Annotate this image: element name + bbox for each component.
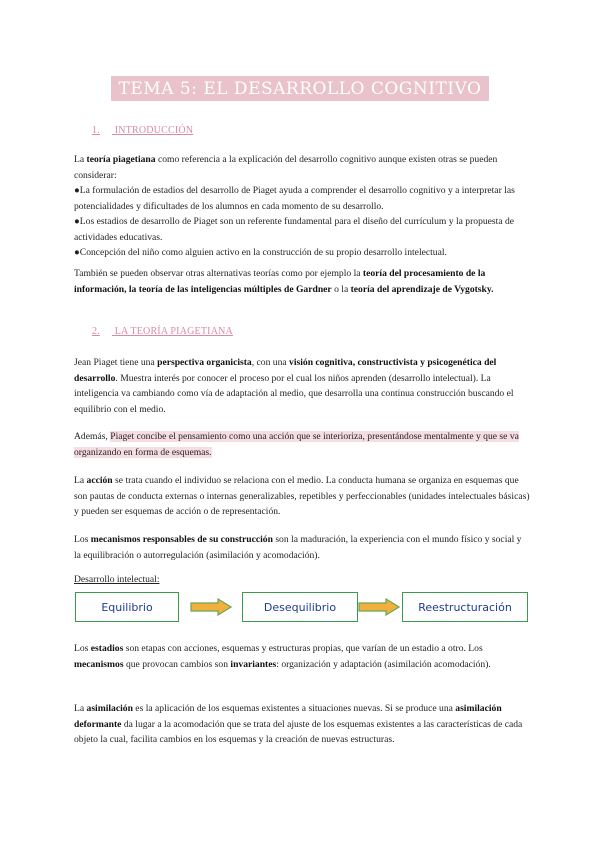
text-run: es la aplicación de los esquemas existentes a situaciones nuevas. Si se produce una <box>132 703 456 714</box>
text-run: se trata cuando el individuo se relaciona con el medio. La conducta humana se organiza en esquemas que son pautas de conducta externas o internas generalizables, repetibles y perfeccionables (unidades intelectuales básicas) y pueden ser esquemas de acción o de representación. <box>74 475 530 517</box>
bullet-item: ●La formulación de estadios del desarrollo de Piaget ayuda a comprender el desarrollo cognitivo y a interpretar las potencialidades y dificultades de los alumnos en cada momento de su desarrollo. <box>74 185 515 212</box>
section-number: 1. <box>92 125 100 136</box>
piaget-paragraph-3 <box>74 473 530 520</box>
text-run: son la maduración, la experiencia con el mundo físico y social y la equilibración o autorregulación (asimilación y acomodación). <box>74 534 522 561</box>
piaget-paragraph-5 <box>74 641 530 672</box>
bold-term: mecanismos <box>74 658 124 670</box>
bold-term: asimilación <box>86 703 133 714</box>
text-run: Los <box>74 534 91 545</box>
piaget-paragraph-4 <box>74 532 530 563</box>
bold-term: acción <box>86 475 113 486</box>
text-run: La <box>74 475 87 486</box>
highlighted-text: Piaget concibe el pensamiento como una acción que se interioriza, presentándose mentalmente y que se va organizando en forma de esquemas. <box>74 431 519 458</box>
section-label: LA TEORÍA PIAGETIANA <box>114 326 233 337</box>
bold-term: estadios <box>90 643 124 654</box>
document-title: TEMA 5: EL DESARROLLO COGNITIVO <box>111 76 490 101</box>
bold-term: teoría del aprendizaje de Vygotsky. <box>350 283 494 295</box>
text-run: La <box>74 703 87 714</box>
text-run: La <box>74 154 87 165</box>
piaget-paragraph-2 <box>74 429 530 460</box>
bold-term: visión cognitiva, constructivista y psicogenética del desarrollo <box>74 357 497 384</box>
bullet-item: ●Concepción del niño como alguien activo en la construcción de su propio desarrollo intelectual. <box>74 247 447 258</box>
text-run: Además, <box>74 431 111 442</box>
text-run: . Muestra interés por conocer el proceso por el cual los niños aprenden (desarrollo intelectual). La inteligencia va cambiando como vía de adaptación al medio, que desarrolla una continua construcción buscando el equilibrio con el medio. <box>74 372 514 415</box>
text-run: da lugar a la acomodación que se trata del ajuste de los esquemas existentes a las características de cada objeto la cual, facilita cambios en los esquemas y la creación de nuevas estructuras. <box>74 718 523 745</box>
bold-term: perspectiva organicista <box>157 357 252 368</box>
text-run: Los <box>74 643 91 654</box>
text-run: Jean Piaget tiene una <box>74 357 158 368</box>
text-run: , con una <box>251 357 290 368</box>
title-bar <box>0 76 600 101</box>
diagram-box-reestructuracion: Reestructuración <box>402 592 528 622</box>
bold-term: mecanismos responsables de su construcción <box>90 534 273 545</box>
intro-paragraph-1 <box>74 152 530 261</box>
piaget-paragraph-6 <box>74 701 530 748</box>
diagram-box-desequilibrio: Desequilibrio <box>242 592 358 622</box>
section-heading-introduccion <box>92 125 193 136</box>
section-heading-teoria-piagetiana <box>92 326 233 337</box>
piaget-paragraph-1 <box>74 355 530 417</box>
bold-term: teoría del procesamiento de la información, la teoría de las inteligencias múltiples de Gardner <box>74 268 486 295</box>
text-run: que provocan cambios son <box>123 658 231 670</box>
section-number: 2. <box>92 326 100 337</box>
right-arrow-icon <box>190 598 232 616</box>
bullet-item: ●Los estadios de desarrollo de Piaget son un referente fundamental para el diseño del currículum y la propuesta de actividades educativas. <box>74 216 515 243</box>
text-run: como referencia a la explicación del desarrollo cognitivo aunque existen otras se pueden considerar: <box>74 154 498 181</box>
text-run: : organización y adaptación (asimilación acomodación). <box>276 658 491 670</box>
bold-term: teoría piagetiana <box>86 154 156 165</box>
text-run: También se pueden observar otras alternativas teorías como por ejemplo la <box>74 268 363 279</box>
section-label: INTRODUCCIÓN <box>114 125 194 136</box>
intro-paragraph-2 <box>74 266 530 297</box>
diagram-box-equilibrio: Equilibrio <box>75 592 179 622</box>
bold-term: asimilación deformante <box>74 703 502 730</box>
bold-term: invariantes <box>230 658 277 670</box>
diagram-label: Desarrollo intelectual: <box>74 574 160 585</box>
text-run: son etapas con acciones, esquemas y estructuras propias, que varían de un estadio a otro. Los <box>123 643 483 654</box>
right-arrow-icon <box>358 598 400 616</box>
text-run: o la <box>331 283 351 295</box>
